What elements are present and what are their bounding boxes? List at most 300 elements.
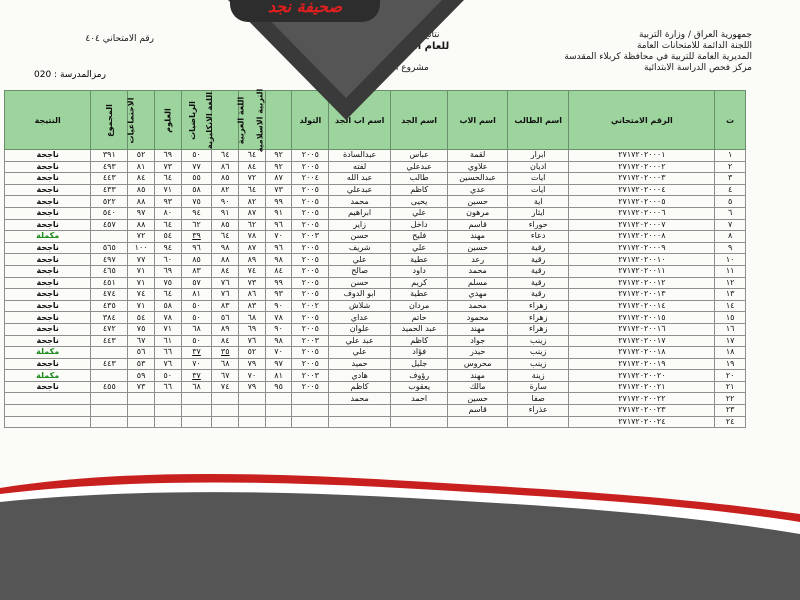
table-cell: ٢١ [715,381,746,393]
column-header: الرياضيات [181,91,212,150]
table-row [5,358,746,370]
table-cell: ٦٦ [154,347,181,359]
table-cell: ٢٠٠٥ [292,219,329,231]
table-cell: مكملة [5,370,91,382]
table-cell: عباس [390,150,447,162]
table-cell: ٧٦ [212,277,239,289]
table-cell: ٨٨ [128,219,155,231]
table-cell: ٢٠٠٥ [292,312,329,324]
table-cell: ٢٧١٧٢٠٢٠٠١٥ [569,312,715,324]
table-cell: ٦٦ [154,381,181,393]
table-cell: ٧٨ [239,231,266,243]
table-cell: داخل [390,219,447,231]
table-cell: ٢٧١٧٢٠٢٠٠٠٩ [569,242,715,254]
table-cell: ٦٨ [181,381,212,393]
table-cell: اديان [507,161,569,173]
column-header: ت [715,91,746,150]
table-cell: ٢٣ [715,405,746,417]
table-cell: محمد [329,196,391,208]
table-cell: ٨٩ [239,254,266,266]
table-cell: ٤٥٧ [91,219,128,231]
table-cell: ٢٧١٧٢٠٢٠٠٠٥ [569,196,715,208]
column-header: اللغة العربية [239,91,266,150]
exam-no-label: رقم الامتحاني ٤٠٤ [85,34,154,44]
table-cell: ناجحة [5,323,91,335]
table-row [5,289,746,301]
table-cell: ٢٠٠٥ [292,381,329,393]
table-cell: ٤٥١ [91,277,128,289]
table-cell: ٩٨ [265,254,292,266]
table-row [5,242,746,254]
table-cell: ٨٢ [212,184,239,196]
table-cell: طالب [390,173,447,185]
table-cell: جواد [448,335,508,347]
table-cell: مرهون [448,207,508,219]
table-row [5,370,746,382]
table-cell: ٩٠ [212,196,239,208]
table-cell: حميد [329,358,391,370]
table-cell: زهراء [507,300,569,312]
table-cell: ٢٠٠٥ [292,358,329,370]
table-cell: محروس [448,358,508,370]
table-cell: رقية [507,242,569,254]
table-cell: ٨٥ [128,184,155,196]
table-cell: ٢٧١٧٢٠٢٠٠٢٢ [569,393,715,405]
table-cell: مكملة [5,231,91,243]
table-cell: ٦٧ [212,370,239,382]
results-table [4,90,746,428]
table-cell: ايثار [507,207,569,219]
table-cell: ٥٢ [239,347,266,359]
table-cell: ناجحة [5,300,91,312]
table-cell: ناجحة [5,335,91,347]
table-cell: ٢٧١٧٢٠٢٠٠٠٤ [569,184,715,196]
table-cell: محمد [448,265,508,277]
table-row [5,150,746,162]
table-cell [390,405,447,417]
table-cell: صالح [329,265,391,277]
table-cell: ناجحة [5,219,91,231]
table-cell: ٦٤ [239,184,266,196]
table-cell: قاسم [448,219,508,231]
table-cell: زينة [507,370,569,382]
table-cell: عطية [390,289,447,301]
table-cell: علي [329,254,391,266]
table-cell: مكملة [5,347,91,359]
table-cell: مهند [448,370,508,382]
table-cell [265,405,292,417]
table-cell: ٤٥٥ [91,381,128,393]
table-cell: رقية [507,265,569,277]
table-cell: ٧٤ [212,381,239,393]
table-cell [91,405,128,417]
project-name: مشروع الدفتر الالكتروني [336,63,429,73]
table-cell: ٩١ [265,207,292,219]
table-cell: ٦٤ [239,150,266,162]
table-cell: ٥٦٥ [91,242,128,254]
table-cell: علي [329,347,391,359]
table-cell: ناجحة [5,358,91,370]
table-cell: حاتم [390,312,447,324]
table-cell: ٧١ [154,184,181,196]
table-cell: حيدر [448,347,508,359]
table-cell: عبد علي [329,335,391,347]
table-cell: عبدالحسين [448,173,508,185]
table-cell: ١٢ [715,277,746,289]
table-cell: ٣٨٤ [91,312,128,324]
table-cell: ١٧ [715,335,746,347]
table-cell: ٢٠٠٥ [292,207,329,219]
table-cell: رعد [448,254,508,266]
table-cell: ٢٧١٧٢٠٢٠٠١٤ [569,300,715,312]
table-cell: ٢٧١٧٢٠٢٠٠٠١ [569,150,715,162]
table-cell: ٧٠ [265,231,292,243]
table-cell: ٤٣٣ [91,184,128,196]
table-cell [239,405,266,417]
site-logo-text: صحيفة نجد [267,0,343,16]
table-cell: حوراء [507,219,569,231]
header-line: المديرية العامة للتربية في محافظة كربلاء المقدسة [564,52,752,62]
table-cell: ٧٤ [128,289,155,301]
table-cell: زينب [507,335,569,347]
table-cell: ٥٠ [181,150,212,162]
column-header: اسم اب الجد [329,91,391,150]
table-cell: ٣٥ [212,347,239,359]
table-cell: ٦٤ [212,231,239,243]
table-cell: ٢٧١٧٢٠٢٠٠٢٠ [569,370,715,382]
table-cell: ٨٨ [212,254,239,266]
table-cell: ٤٧٢ [91,323,128,335]
table-cell: ٧١ [128,265,155,277]
table-cell: ٧٢ [128,231,155,243]
table-cell: ٧٨ [265,312,292,324]
table-cell: ٢٧١٧٢٠٢٠٠١٨ [569,347,715,359]
table-cell: زهراء [507,312,569,324]
table-cell [91,393,128,405]
table-cell: ٧٥ [181,196,212,208]
table-cell: عبدالسادة [329,150,391,162]
table-cell: ٢٠٠٣ [292,231,329,243]
table-cell: ٩٣ [265,289,292,301]
table-cell: ٩٦ [265,242,292,254]
table-cell: عبدعلي [329,184,391,196]
table-cell: ابرار [507,150,569,162]
table-cell: ٢٠٠٤ [292,173,329,185]
school-code: رمزالمدرسة : 020 [34,70,106,80]
table-cell: ٨٤ [265,265,292,277]
table-cell: ٤٩٧ [91,254,128,266]
table-cell: عبدعلي [390,161,447,173]
table-cell: عذراء [507,405,569,417]
table-cell: عداي [329,312,391,324]
table-cell: ٦٠ [154,254,181,266]
table-cell: ٨٣ [239,300,266,312]
table-cell: ٧٣ [154,161,181,173]
table-cell: ٨٠ [154,207,181,219]
table-cell: ٢٠٠٥ [292,242,329,254]
site-logo [230,0,380,22]
table-cell [265,416,292,428]
table-cell: ١٠ [715,254,746,266]
table-cell: ٥٦ [128,347,155,359]
table-cell: ٩٢ [265,150,292,162]
table-row [5,184,746,196]
table-cell: كاظم [390,184,447,196]
table-cell: زينب [507,358,569,370]
table-cell: ناجحة [5,207,91,219]
table-cell: ٨٤ [212,335,239,347]
table-cell: ٧٧ [128,254,155,266]
header-line: مركز فحص الدراسة الابتدائية [643,63,752,73]
table-row [5,347,746,359]
table-cell: محمود [448,312,508,324]
table-cell [91,347,128,359]
table-cell: ٩٧ [265,358,292,370]
table-cell: ٧٨ [154,312,181,324]
table-cell: ٧٣ [239,277,266,289]
table-cell: ٥٩ [128,370,155,382]
table-cell: قاسم [448,405,508,417]
table-cell [181,405,212,417]
table-cell: ٥٣ [128,358,155,370]
table-cell: ٨٧ [239,207,266,219]
table-cell: زينب [507,347,569,359]
table-cell: ٩٥ [265,381,292,393]
table-cell: فؤاد [390,347,447,359]
table-cell [91,231,128,243]
table-row [5,254,746,266]
table-cell [128,416,155,428]
table-cell: ناجحة [5,242,91,254]
table-cell: ٦٩ [154,150,181,162]
table-cell: ٥٨ [181,184,212,196]
table-cell: ٢٧١٧٢٠٢٠٠١٠ [569,254,715,266]
table-cell: ٨٣ [181,265,212,277]
table-cell: ٧٣ [265,184,292,196]
table-cell: يعقوب [390,381,447,393]
table-cell: ٨٤ [128,173,155,185]
table-cell: ٢٠٠٥ [292,347,329,359]
column-header: اسم الجد [390,91,447,150]
table-cell: ٢ [715,161,746,173]
table-cell: ناجحة [5,196,91,208]
table-cell: ٧٦ [239,335,266,347]
table-cell: رؤوف [390,370,447,382]
table-cell: ٢٧١٧٢٠٢٠٠١٩ [569,358,715,370]
table-cell: ناجحة [5,173,91,185]
table-cell [212,405,239,417]
table-cell: ٢٠٠٢ [292,300,329,312]
table-cell: ابراهيم [329,207,391,219]
table-cell [128,393,155,405]
table-cell: ٧٦ [154,358,181,370]
table-cell [448,416,508,428]
table-cell: ٨٣ [212,300,239,312]
exam-round: الدور الاول [362,52,403,62]
column-header: الاجتماعيات [128,91,155,150]
table-cell: ناجحة [5,254,91,266]
table-cell: ٢٧١٧٢٠٢٠٠٠٢ [569,161,715,173]
table-cell: ٨٧ [239,242,266,254]
table-cell: ٢٠٠٥ [292,161,329,173]
table-cell: ناجحة [5,381,91,393]
table-cell: ٥٠ [154,370,181,382]
table-cell: ٧٠ [265,347,292,359]
table-cell: حسن [329,231,391,243]
table-row [5,161,746,173]
table-cell: ٢٧١٧٢٠٢٠٠١٣ [569,289,715,301]
table-cell: ٦٤ [212,150,239,162]
table-cell: ٦٨ [239,312,266,324]
table-row [5,196,746,208]
table-cell: جليل [390,358,447,370]
table-body [5,150,746,428]
table-cell: ٢٧١٧٢٠٢٠٠٠٧ [569,219,715,231]
table-cell: ٩٩ [265,196,292,208]
table-cell [181,416,212,428]
table-cell: ٧ [715,219,746,231]
table-cell: ٧٥ [128,323,155,335]
table-cell: مهدي [448,289,508,301]
table-cell: عطية [390,254,447,266]
table-cell: ٩٩ [265,277,292,289]
table-cell: حسن [329,277,391,289]
table-cell: ١٠٠ [128,242,155,254]
table-cell [212,393,239,405]
table-cell: ٨٧ [265,173,292,185]
table-cell: سارة [507,381,569,393]
table-cell: ٩٨ [265,335,292,347]
column-header: النتيجة [5,91,91,150]
table-cell: ايات [507,173,569,185]
table-cell: كاظم [390,335,447,347]
column-header: الرقم الامتحاني [569,91,715,150]
table-cell: ٧٤ [239,265,266,277]
table-cell: صفا [507,393,569,405]
table-cell: ٦٨ [181,323,212,335]
table-cell: ٦٨ [212,358,239,370]
table-cell: كريم [390,277,447,289]
table-cell [390,416,447,428]
table-cell: ٤٤٣ [91,358,128,370]
table-cell: عبد الحميد [390,323,447,335]
table-row [5,265,746,277]
table-cell: ٢٠٠٥ [292,323,329,335]
table-cell: ٢٧١٧٢٠٢٠٠١٢ [569,277,715,289]
table-row [5,219,746,231]
table-cell: ناجحة [5,277,91,289]
table-cell: ٣٧ [181,370,212,382]
table-cell: ٧٦ [212,289,239,301]
table-cell: ٢٤ [715,416,746,428]
table-row [5,312,746,324]
table-cell: ٥٥ [181,173,212,185]
table-cell: ناجحة [5,312,91,324]
table-cell: ٤ [715,184,746,196]
table-cell: ٩٦ [181,242,212,254]
table-cell: ٤٧٤ [91,289,128,301]
table-cell: ٧١ [154,323,181,335]
table-cell: مسلم [448,277,508,289]
column-header: اللغة الانكليزية [212,91,239,150]
table-row [5,381,746,393]
table-cell: ٢٠٠٣ [292,370,329,382]
table-cell: ٥٠ [181,312,212,324]
table-cell: ٨٥ [181,254,212,266]
table-cell: فليح [390,231,447,243]
table-cell: ٩١ [212,207,239,219]
table-cell: ١١ [715,265,746,277]
table-cell: عدي [448,184,508,196]
table-cell: ٩ [715,242,746,254]
table-cell: لفته [329,161,391,173]
table-cell: ٨٦ [212,161,239,173]
table-cell: ٢٠٠٣ [292,335,329,347]
header-line: جمهورية العراق / وزارة التربية [639,30,752,40]
table-cell [292,393,329,405]
table-cell: ابو الدوف [329,289,391,301]
table-cell: ٨٢ [239,196,266,208]
table-cell: ٥٨ [154,300,181,312]
table-cell: ٥٤٠ [91,207,128,219]
table-cell: ٢٧١٧٢٠٢٠٠٠٣ [569,173,715,185]
table-cell: ١ [715,150,746,162]
table-row [5,277,746,289]
table-cell: هادي [329,370,391,382]
table-cell: رقية [507,254,569,266]
table-cell: ٦٢ [239,219,266,231]
table-cell: ٨ [715,231,746,243]
table-row [5,393,746,405]
table-row [5,300,746,312]
table-cell: علاوي [448,161,508,173]
table-cell: ٧٥ [154,277,181,289]
table-cell: ٢٧١٧٢٠٢٠٠٢١ [569,381,715,393]
academic-year: للعام الدراسي 2016-2017 [315,41,450,52]
table-cell: ٧٣ [128,381,155,393]
table-row [5,335,746,347]
table-cell [239,416,266,428]
table-cell: ناجحة [5,161,91,173]
table-cell [128,405,155,417]
column-header: التربية الاسلامية [265,91,292,150]
table-cell [292,416,329,428]
table-cell: ٨٥ [212,173,239,185]
table-cell: عبد الله [329,173,391,185]
table-cell: ٥٤ [154,231,181,243]
table-cell: ٩٧ [128,207,155,219]
table-cell: رقية [507,289,569,301]
table-cell: ٢٧١٧٢٠٢٠٠١١ [569,265,715,277]
table-cell [154,393,181,405]
table-cell: ناجحة [5,289,91,301]
table-cell: ٨١ [181,289,212,301]
table-cell: ٩٠ [265,300,292,312]
table-cell: علي [390,207,447,219]
table-cell: ٢٠٠٥ [292,184,329,196]
table-cell [5,416,91,428]
table-cell: ٧٩ [239,358,266,370]
table-cell: ٥٠ [181,300,212,312]
table-row [5,416,746,428]
table-cell: ٦١ [154,335,181,347]
table-cell: اية [507,196,569,208]
table-row [5,173,746,185]
table-cell [181,393,212,405]
table-cell: ٩٠ [265,323,292,335]
table-cell: ٦٤ [154,173,181,185]
table-cell: ٢٠٠٥ [292,289,329,301]
